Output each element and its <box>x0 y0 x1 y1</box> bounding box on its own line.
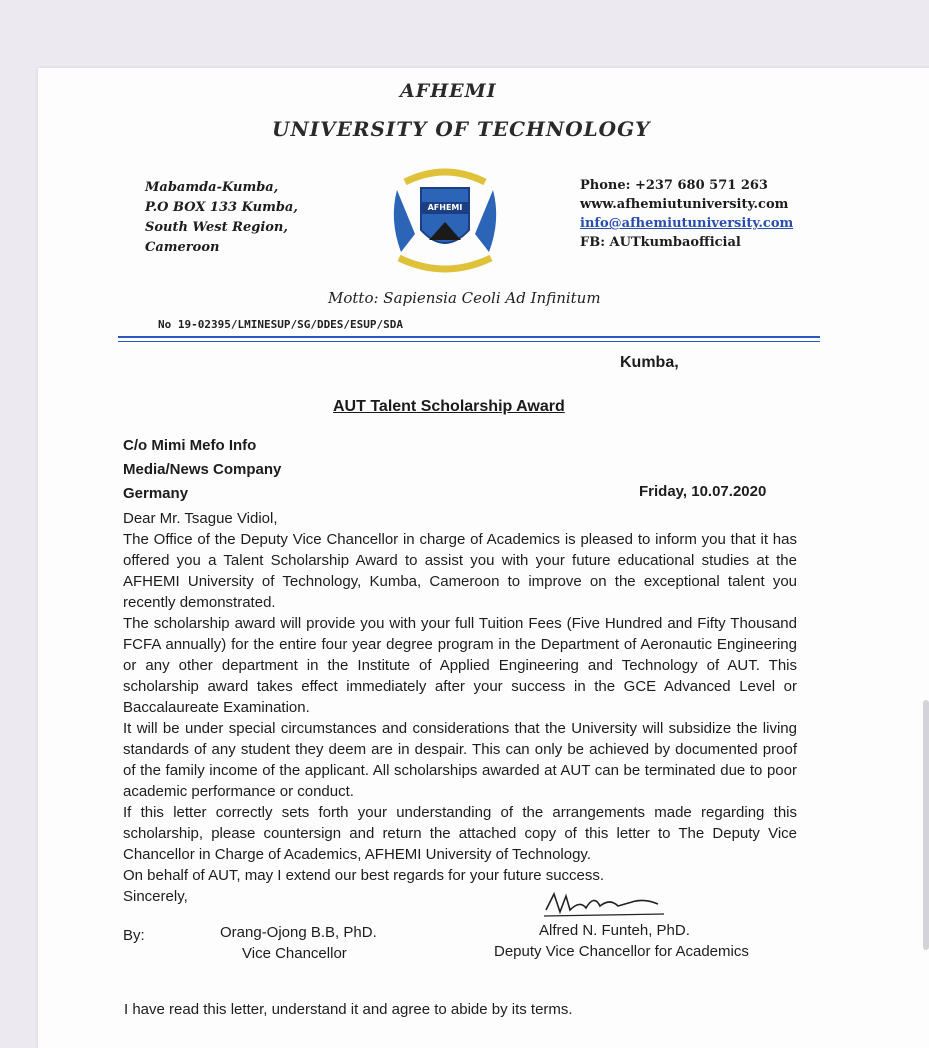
acknowledgement-line: I have read this letter, understand it and agree to abide by its terms. <box>124 1001 573 1018</box>
body-paragraph: The scholarship award will provide you with your full Tuition Fees (Five Hundred and Fifty Thousand FCFA annually) for the entire four year degree program in the Department of Aeronautic Engineering or any other department in the Institute of Applied Engineering and Technology of AUT. This scholarship award takes effect immediately after your success in the GCE Advanced Level or Baccalaureate Examination. <box>123 615 797 716</box>
letterhead-divider-thin <box>118 341 820 342</box>
contact-facebook: FB: AUTkumbaofficial <box>580 235 741 250</box>
signatory-left-title: Vice Chancellor <box>242 945 347 962</box>
recipient-block <box>123 434 281 506</box>
letter-date: Friday, 10.07.2020 <box>639 483 767 500</box>
address-line: P.O BOX 133 Kumba, <box>145 200 298 215</box>
letter-body <box>123 508 797 907</box>
handwritten-signature <box>540 888 670 920</box>
address-block <box>145 178 298 258</box>
crest-banner-text: AFHEMI <box>427 203 463 212</box>
letterhead-divider <box>118 336 820 338</box>
university-crest-logo <box>385 160 505 280</box>
by-label: By: <box>123 927 145 944</box>
signatory-right-title: Deputy Vice Chancellor for Academics <box>494 943 749 960</box>
address-line: South West Region, <box>145 220 288 235</box>
university-name-line2: UNIVERSITY OF TECHNOLOGY <box>272 117 651 141</box>
body-paragraph: The Office of the Deputy Vice Chancellor in charge of Academics is pleased to inform you that it has offered you a Talent Scholarship Award to assist you with your future educational studies at the AFHEMI University of Technology, Kumba, Cameroon to improve on the exceptional talent you recently demonstrated. <box>123 531 797 611</box>
contact-phone: Phone: +237 680 571 263 <box>580 178 768 193</box>
signatory-right-name: Alfred N. Funteh, PhD. <box>539 922 690 939</box>
closing: Sincerely, <box>123 888 188 905</box>
letter-place: Kumba, <box>620 354 679 371</box>
contact-email-link[interactable]: info@afhemiutuniversity.com <box>580 216 794 231</box>
body-paragraph: If this letter correctly sets forth your understanding of the arrangements made regarding this scholarship, please countersign and return the attached copy of this letter to The Deputy Vice Chancellor in Charge of Academics, AFHEMI University of Technology. <box>123 804 797 863</box>
contact-block <box>580 176 793 252</box>
university-motto: Motto: Sapiensia Ceoli Ad Infinitum <box>328 289 601 307</box>
salutation: Dear Mr. Tsague Vidiol, <box>123 510 278 527</box>
signatory-left-name: Orang-Ojong B.B, PhD. <box>220 924 377 941</box>
address-line: Mabamda-Kumba, <box>145 180 279 195</box>
letter-title: AUT Talent Scholarship Award <box>333 398 565 415</box>
recipient-line: Germany <box>123 485 189 502</box>
university-name-line1: AFHEMI <box>400 80 497 102</box>
recipient-line: C/o Mimi Mefo Info <box>123 437 257 454</box>
body-paragraph: On behalf of AUT, may I extend our best regards for your future success. <box>123 867 605 884</box>
address-line: Cameroon <box>145 240 220 255</box>
recipient-line: Media/News Company <box>123 461 282 478</box>
contact-website[interactable]: www.afhemiutuniversity.com <box>580 197 789 212</box>
registration-number: No 19-02395/LMINESUP/SG/DDES/ESUP/SDA <box>158 318 404 331</box>
body-paragraph: It will be under special circumstances and considerations that the University will subsidize the living standards of any student they deem are in despair. This can only be achieved by documented proof of the family income of the applicant. All scholarships awarded at AUT can be terminated due to poor academic performance or conduct. <box>123 720 797 800</box>
scrollbar[interactable] <box>923 700 929 950</box>
